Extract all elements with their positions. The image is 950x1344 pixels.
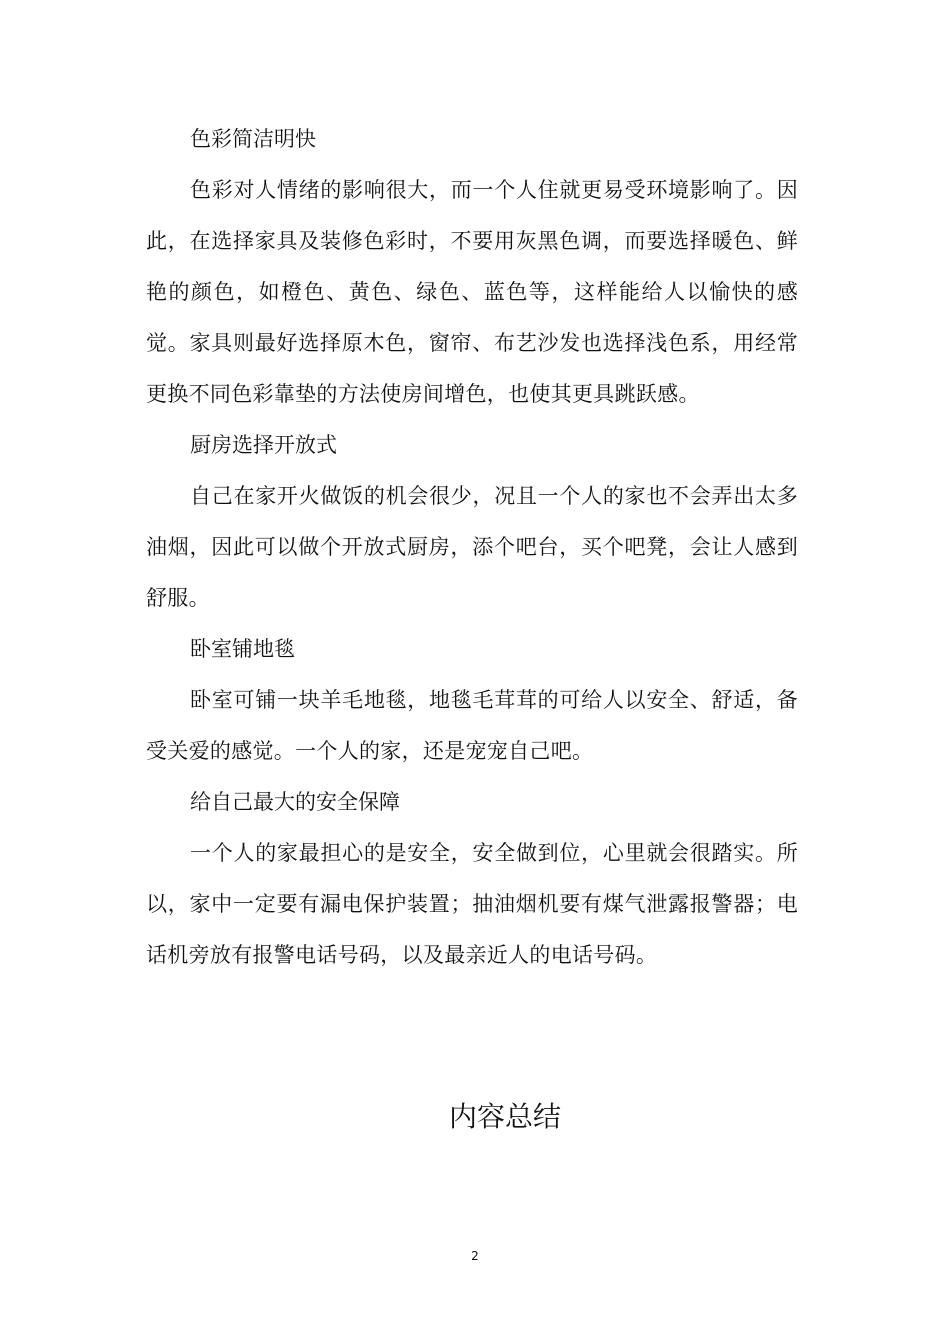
section-heading-color: 色彩简洁明快 (190, 127, 316, 151)
section-paragraph-bedroom: 卧室可铺一块羊毛地毯，地毯毛茸茸的可给人以安全、舒适，备受关爱的感觉。一个人的家，还是宠宠自己吧。 (146, 688, 798, 763)
section-paragraph-safety: 一个人的家最担心的是安全，安全做到位，心里就会很踏实。所以，家中一定要有漏电保护装置；抽油烟机要有煤气泄露报警器；电话机旁放有报警电话号码，以及最亲近人的电话号码。 (146, 841, 798, 967)
section-paragraph-kitchen: 自己在家开火做饭的机会很少，况且一个人的家也不会弄出太多油烟，因此可以做个开放式厨房，添个吧台，买个吧凳，会让人感到舒服。 (146, 484, 798, 610)
section-heading-kitchen: 厨房选择开放式 (190, 433, 337, 457)
section-heading-bedroom: 卧室铺地毯 (190, 637, 295, 661)
article-body (146, 114, 798, 981)
section-paragraph-color: 色彩对人情绪的影响很大，而一个人住就更易受环境影响了。因此，在选择家具及装修色彩时，不要用灰黑色调，而要选择暖色、鲜艳的颜色，如橙色、黄色、绿色、蓝色等，这样能给人以愉快的感觉。家具则最好选择原木色，窗帘、布艺沙发也选择浅色系，用经常更换不同色彩靠垫的方法使房间增色，也使其更具跳跃感。 (146, 178, 798, 406)
summary-title: 内容总结 (448, 1100, 561, 1133)
section-heading-safety: 给自己最大的安全保障 (190, 790, 400, 814)
page-number: 2 (471, 1249, 479, 1263)
